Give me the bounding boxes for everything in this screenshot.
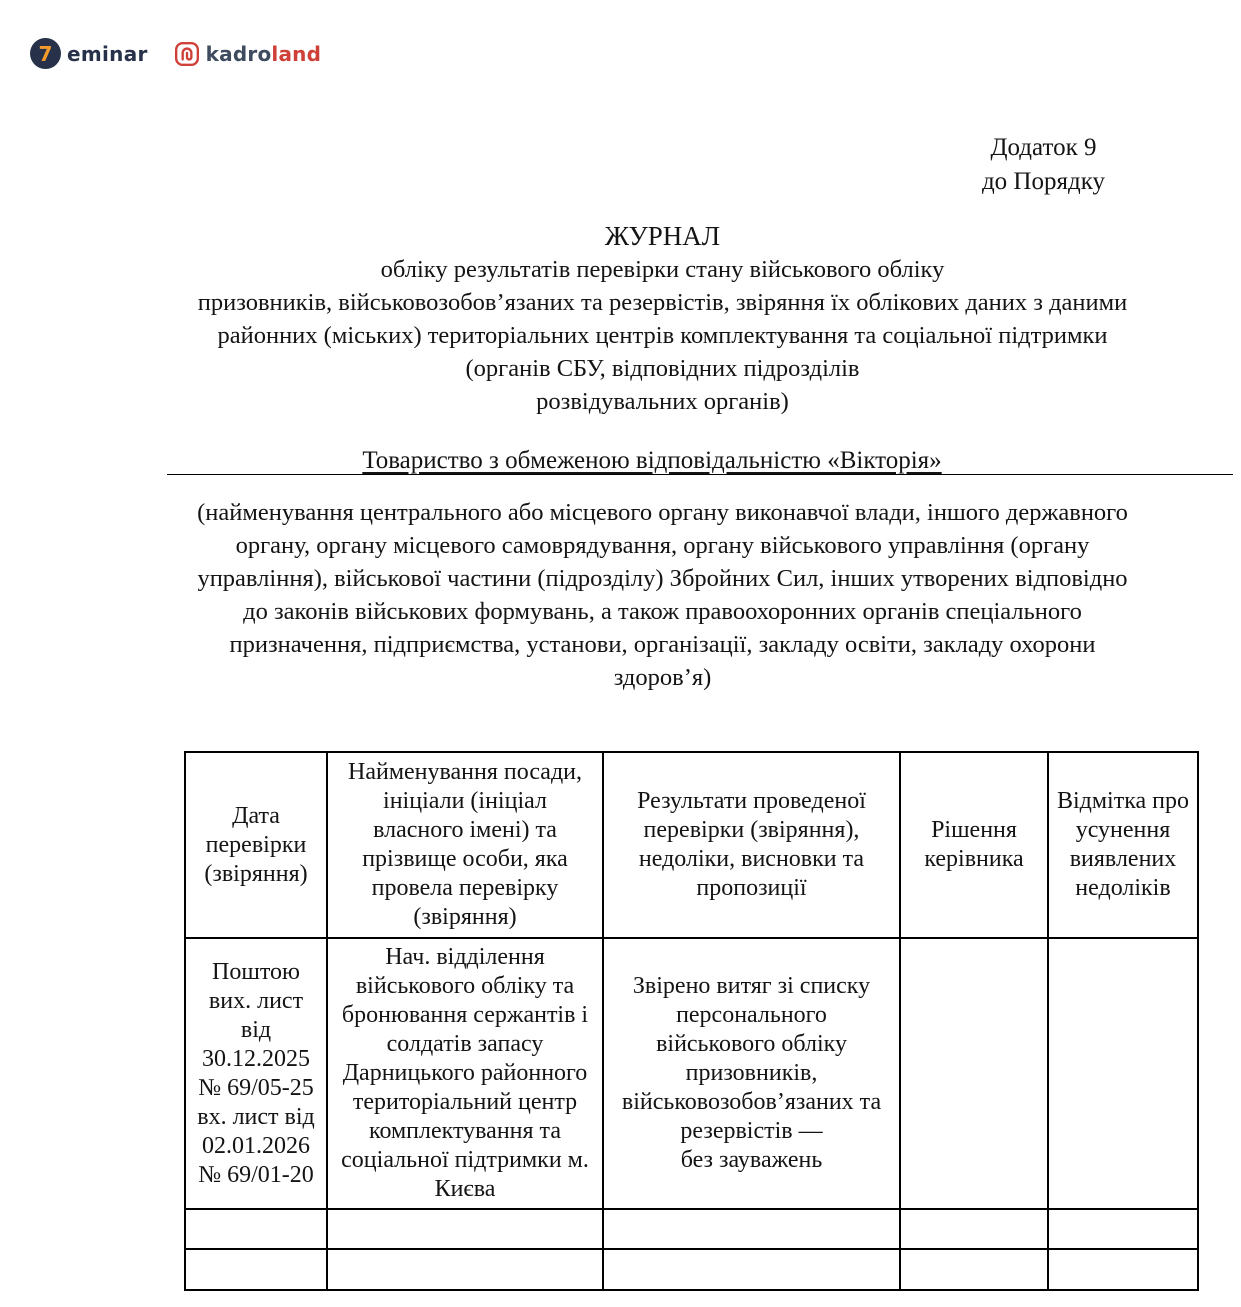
table-header-row bbox=[185, 752, 1198, 938]
logo-bar bbox=[0, 0, 1241, 69]
document-subtitle: обліку результатів перевірки стану військового обліку призовників, військовозобов’язаних та резервістів, звіряння їх облікових даних з даними районних (міських) територіальних центрів комплектування та соціальної підтримки (органів СБУ, відповідних підрозділів розвідувальних органів) bbox=[197, 256, 1128, 415]
kadroland-paperclip-icon bbox=[174, 41, 200, 67]
cell-remediation bbox=[1048, 938, 1198, 1209]
cell-empty bbox=[185, 1209, 327, 1249]
organization-name: Товариство з обмеженою відповідальністю «Вікторія» bbox=[362, 447, 942, 474]
table-row bbox=[185, 1249, 1198, 1290]
col-header-position: Найменування посади, ініціали (ініціал власного імені) та прізвище особи, яка провела перевірку (звіряння) bbox=[327, 752, 603, 938]
annex-reference bbox=[982, 131, 1105, 199]
cell-inspector: Нач. відділення військового обліку та бронювання сержантів і солдатів запасу Дарницького районного територіальний центр комплектування та соціальної підтримки м. Києва bbox=[327, 938, 603, 1209]
kadroland-text-land: land bbox=[271, 41, 322, 66]
organization-line bbox=[0, 444, 1241, 477]
organization-note: (найменування центрального або місцевого органу виконавчої влади, іншого державного органу, органу місцевого самоврядування, органу військового управління (органу управління), військової частини (підрозділу) Збройних Сил, інших утворених відповідно до законів військових формувань, а також правоохоронних органів спеціального призначення, підприємства, установи, організації, закладу освіти, закладу охорони здоров’я) bbox=[197, 499, 1128, 691]
table-row bbox=[185, 938, 1198, 1209]
annex-number: Додаток 9 bbox=[990, 134, 1097, 161]
cell-results: Звірено витяг зі списку персонального військового обліку призовників, військовозобов’язаних та резервістів — без зауважень bbox=[603, 938, 900, 1209]
cell-empty bbox=[185, 1249, 327, 1290]
cell-empty bbox=[1048, 1209, 1198, 1249]
cell-check-date: Поштою вих. лист від 30.12.2025 № 69/05-25 вх. лист від 02.01.2026 № 69/01-20 bbox=[185, 938, 327, 1209]
kadroland-text-kadro: kadro bbox=[205, 41, 272, 66]
cell-empty bbox=[327, 1249, 603, 1290]
cell-empty bbox=[603, 1249, 900, 1290]
col-header-remediation: Відмітка про усунення виявлених недоліків bbox=[1048, 752, 1198, 938]
cell-empty bbox=[327, 1209, 603, 1249]
cell-empty bbox=[900, 1209, 1048, 1249]
kadroland-logo[interactable] bbox=[174, 41, 321, 67]
annex-to-order: до Порядку bbox=[981, 168, 1105, 195]
seminar-logo[interactable] bbox=[30, 38, 148, 69]
cell-decision bbox=[900, 938, 1048, 1209]
cell-empty bbox=[1048, 1249, 1198, 1290]
seminar-7-digit: 7 bbox=[38, 41, 53, 66]
cell-empty bbox=[603, 1209, 900, 1249]
kadroland-logo-text bbox=[206, 42, 321, 66]
cell-empty bbox=[900, 1249, 1048, 1290]
col-header-results: Результати проведеної перевірки (звіряння), недоліки, висновки та пропозиції bbox=[603, 752, 900, 938]
document-title: ЖУРНАЛ bbox=[604, 221, 721, 251]
seminar-7-icon bbox=[30, 38, 61, 69]
seminar-logo-text: eminar bbox=[67, 41, 148, 66]
col-header-date: Дата перевірки (звіряння) bbox=[185, 752, 327, 938]
table-row bbox=[185, 1209, 1198, 1249]
journal-table bbox=[184, 751, 1199, 1291]
col-header-decision: Рішення керівника bbox=[900, 752, 1048, 938]
